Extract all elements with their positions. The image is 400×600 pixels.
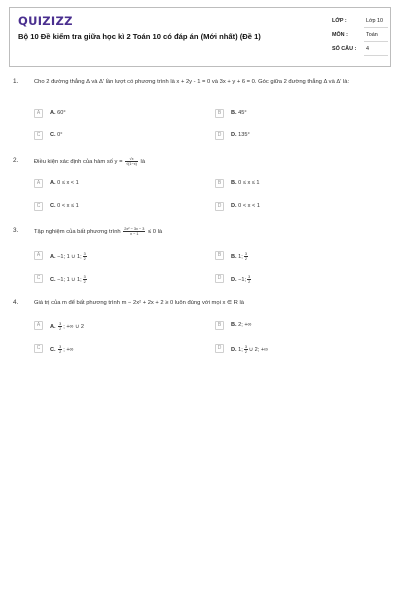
option-box[interactable]: B [215,321,224,330]
worksheet-title: Bộ 10 Đề kiểm tra giữa học kì 2 Toán 10 có đáp án (Mới nhất) (Đề 1) [18,32,261,41]
question-text-part: ≤ 0 là [147,229,163,236]
fraction [244,252,248,261]
option-text: 0 < x ≤ 1 [57,203,79,209]
option-text: −1; [238,276,247,283]
option-box[interactable]: A [34,321,43,330]
fraction [244,345,248,354]
option-letter: B. [231,322,237,328]
option-box[interactable]: C [34,274,43,283]
fraction-numerator: 3 [83,275,86,279]
question-text [34,227,389,237]
option-letter: C. [50,132,56,138]
option-text: −1; 1 ∪ 1; [57,276,82,283]
fraction-denominator: √(1−x) [126,162,137,166]
meta-row-count [332,43,388,57]
option-box[interactable]: C [34,131,43,140]
option-box[interactable]: B [215,109,224,118]
fraction-denominator: 2 [244,350,247,354]
option-text: 2; +∞ [238,322,252,328]
fraction-numerator: 3 [59,322,62,326]
option-box[interactable]: A [34,109,43,118]
fraction-numerator: 3 [83,252,86,256]
option-text: ∪ 2; +∞ [248,346,269,353]
fraction-denominator: 2 [248,280,251,284]
option-text: 0° [57,132,63,138]
question-text-part: là [140,159,146,166]
option-box[interactable]: D [215,202,224,211]
option-letter: A. [50,110,56,116]
quizizz-logo: QUIZIZZ [18,14,73,28]
meta-row-subject [332,29,388,43]
option-box[interactable]: A [34,179,43,188]
fraction-denominator: 2 [244,257,247,261]
meta-underline [364,27,388,28]
option-box[interactable]: B [215,251,224,260]
fraction [125,157,138,166]
fraction-denominator: 2 [83,257,86,261]
option-text: 0 < x < 1 [238,203,260,209]
option-letter: D. [231,346,237,353]
meta-row-class [332,15,388,29]
question-number: 4. [13,299,19,306]
fraction [83,252,87,261]
option-text: ; +∞ [63,346,74,353]
option-letter: D. [231,276,237,283]
question-text-part: Điều kiện xác định của hàm số y = [34,159,123,166]
option-text: 60° [57,110,66,116]
option-letter: D. [231,203,237,209]
fraction [247,275,251,284]
question-number: 1. [13,78,19,85]
option-box[interactable]: D [215,131,224,140]
option-box[interactable]: C [34,202,43,211]
fraction [123,227,145,236]
option-box[interactable]: C [34,344,43,353]
option-text: 1; [238,253,243,260]
meta-underline [364,55,388,56]
option-letter: B. [231,110,237,116]
meta-value: 4 [366,46,369,52]
fraction-numerator: 3 [59,345,62,349]
fraction-denominator: x − 1 [130,232,139,236]
fraction-denominator: 2 [83,280,86,284]
option-letter: C. [50,346,56,353]
option-letter: B. [231,253,237,260]
fraction-numerator: √x [125,157,138,162]
fraction-numerator: 3 [244,345,247,349]
option-letter: C. [50,276,56,283]
option-box[interactable]: D [215,344,224,353]
option-letter: A. [50,180,56,186]
option-box[interactable]: D [215,274,224,283]
option-text: 135° [238,132,250,138]
meta-value: Lớp 10 [366,18,384,24]
option-letter: B. [231,180,237,186]
question-number: 2. [13,157,19,164]
option-letter: A. [50,323,56,330]
option-text: 45° [238,110,247,116]
question-text-part: Tập nghiệm của bất phương trình [34,229,121,236]
option-letter: A. [50,253,56,260]
meta-value: Toán [366,32,378,38]
option-text: 0 ≤ x < 1 [57,180,79,186]
option-text: 1; [238,346,243,353]
question-text: Cho 2 đường thẳng Δ và Δ' lần lượt có phương trình là x + 2y - 1 = 0 và 3x + y + 6 = 0. Góc giữa 2 đường thẳng Δ và Δ' là: [34,79,350,85]
meta-underline [364,41,388,42]
meta-key: MÔN : [332,32,348,38]
option-box[interactable]: A [34,251,43,260]
meta-key: SỐ CÂU : [332,46,357,52]
option-text: −1; 1 ∪ 1; [57,253,82,260]
fraction-numerator: 3 [248,275,251,279]
option-letter: C. [50,203,56,209]
option-letter: D. [231,132,237,138]
fraction-numerator: 3 [244,252,247,256]
fraction-denominator: 2 [59,350,62,354]
fraction-denominator: 2 [59,327,62,331]
worksheet-meta [332,15,388,57]
question-text: Giá trị của m để bất phương trình m − 2x² + 2x + 2 ≥ 0 luôn đúng với mọi x ∈ R là [34,300,244,306]
fraction [58,345,62,354]
option-text: ; +∞ ∪ 2 [63,323,84,330]
question-text [34,157,389,167]
fraction-numerator: 2x² − 3x − 3 [124,227,145,231]
option-text: 0 ≤ x ≤ 1 [238,180,260,186]
fraction [58,322,62,331]
option-box[interactable]: B [215,179,224,188]
worksheet-header [9,7,391,67]
meta-key: LỚP : [332,18,347,24]
question-number: 3. [13,227,19,234]
fraction [83,275,87,284]
